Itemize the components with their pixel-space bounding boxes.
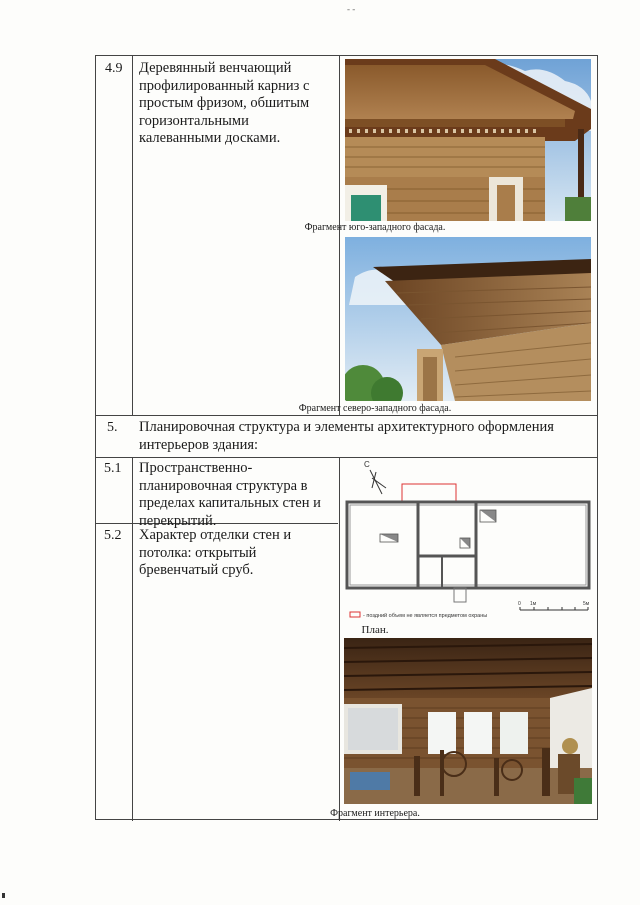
row-number-5: 5.: [107, 420, 118, 435]
col-divider-image-lower: [339, 457, 340, 821]
row-text-4-9: Деревянный венчающий профилированный карниз с простым фризом, обшитым горизонтальными калеванными досками.: [139, 60, 310, 146]
cornice-photo-southwest: [345, 59, 591, 221]
caption-southwest: Фрагмент юго-западного фасада.: [304, 222, 446, 233]
row-number-5-2: 5.2: [104, 528, 122, 543]
caption-plan: План.: [361, 624, 389, 636]
north-label: С: [364, 460, 370, 469]
scan-mark: [2, 893, 5, 898]
svg-text:1м: 1м: [530, 601, 537, 607]
svg-text:0: 0: [518, 601, 521, 607]
row-text-5-2: Характер отделки стен и потолка: открытый бревенчатый сруб.: [139, 527, 292, 578]
col-divider-number: [132, 56, 133, 415]
row-number-5-1: 5.1: [104, 461, 122, 476]
caption-northwest: Фрагмент северо-западного фасада.: [298, 403, 452, 414]
svg-text:5м: 5м: [583, 601, 590, 607]
cornice-photo-northwest: [345, 237, 591, 401]
col-divider-image: [339, 56, 340, 415]
plan-legend-text: - поздний объем не является предметом охраны: [363, 613, 488, 619]
row-number-4-9: 4.9: [105, 61, 123, 76]
caption-interior: Фрагмент интерьера.: [330, 808, 420, 819]
interior-photo: [344, 638, 592, 804]
floor-plan-drawing: [342, 458, 594, 620]
page-mark: - -: [347, 4, 356, 14]
row-divider-1: [96, 415, 597, 416]
row-text-5: Планировочная структура и элементы архитектурного оформления интерьеров здания:: [139, 419, 554, 453]
row-text-5-1: Пространственно-планировочная структура в пределах капитальных стен и перекрытий.: [139, 460, 321, 529]
col-divider-number-lower: [132, 457, 133, 821]
